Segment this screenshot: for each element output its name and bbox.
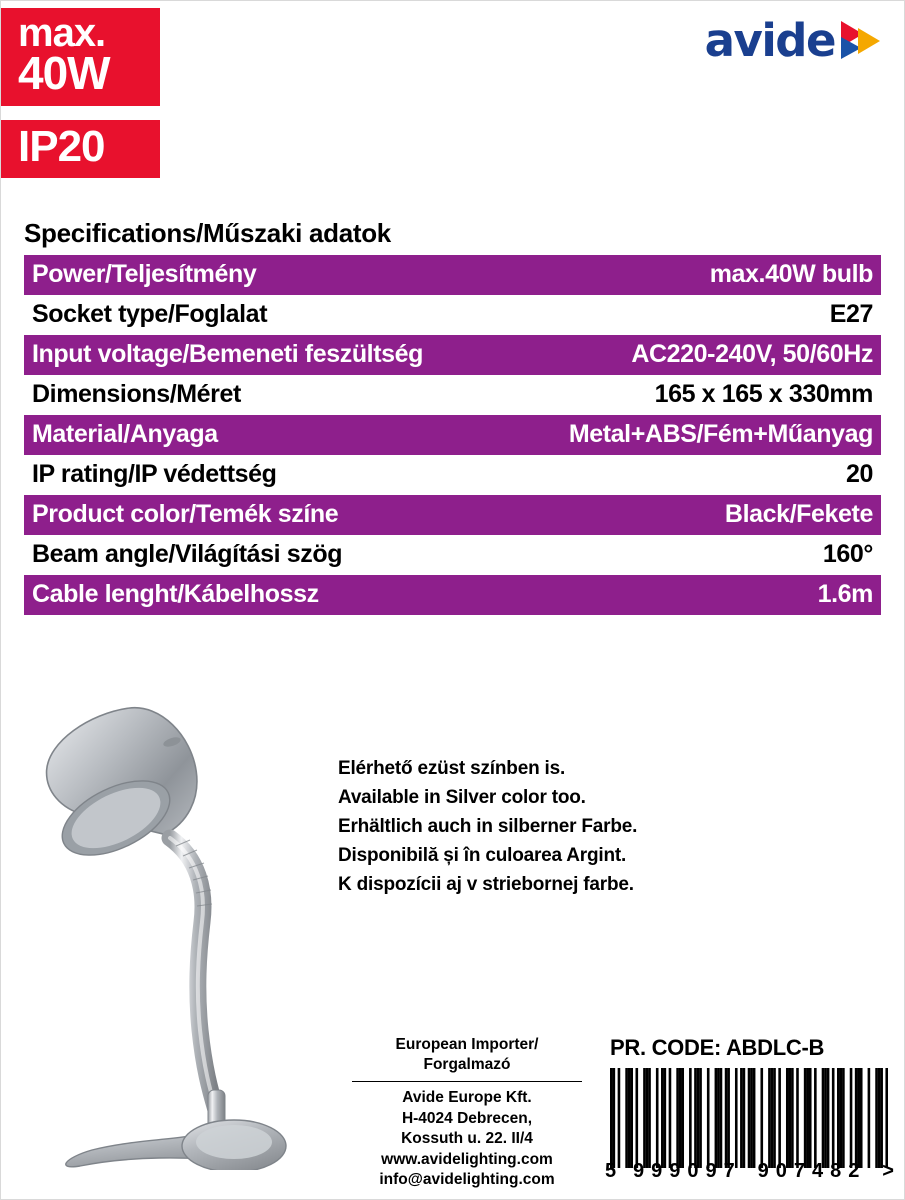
spec-row-key: Dimensions/Méret <box>24 375 453 415</box>
spec-row-key: Socket type/Foglalat <box>24 295 453 335</box>
spec-row-value: E27 <box>453 295 882 335</box>
importer-divider <box>352 1081 582 1082</box>
spec-row-value: Black/Fekete <box>453 495 882 535</box>
power-badge-line2: 40W <box>18 47 110 100</box>
color-note-line-ro: Disponibilă și în culoarea Argint. <box>338 844 627 866</box>
product-image <box>20 690 320 1170</box>
spec-row-value: 20 <box>453 455 882 495</box>
importer-city: H-4024 Debrecen, <box>401 1109 533 1127</box>
spec-row-key: Cable lenght/Kábelhossz <box>24 575 453 615</box>
importer-block <box>338 1035 596 1191</box>
color-note-line-de: Erhältlich auch in silberner Farbe. <box>338 815 638 837</box>
barcode <box>610 1068 888 1168</box>
barcode-digits-mid: 999097 <box>633 1160 742 1182</box>
ip-badge: IP20 <box>0 120 160 178</box>
color-availability-note <box>338 755 768 899</box>
spec-row-key: Product color/Temék színe <box>24 495 453 535</box>
specifications-section <box>24 218 881 615</box>
spec-row <box>24 535 881 575</box>
power-badge-line1: max. <box>18 11 106 56</box>
spec-row-value: 1.6m <box>453 575 882 615</box>
barcode-digits-right: 907482 <box>757 1160 867 1182</box>
spec-row-key: Input voltage/Bemeneti feszültség <box>24 335 453 375</box>
spec-row-key: Power/Teljesítmény <box>24 255 453 295</box>
badge-group <box>0 8 160 178</box>
barcode-digit-end: > <box>882 1160 895 1182</box>
spec-row <box>24 455 881 495</box>
spec-row-value: 160° <box>453 535 882 575</box>
importer-street: Kossuth u. 22. II/4 <box>401 1130 533 1148</box>
color-note-line-hu: Elérhető ezüst színben is. <box>338 758 566 779</box>
importer-heading-line2: Forgalmazó <box>423 1056 511 1074</box>
specifications-title: Specifications/Műszaki adatok <box>24 218 391 248</box>
spec-row <box>24 335 881 375</box>
power-badge <box>0 8 160 106</box>
importer-company: Avide Europe Kft. <box>402 1089 532 1107</box>
spec-row-key: Material/Anyaga <box>24 415 453 455</box>
avide-triangles-icon <box>841 21 883 61</box>
spec-row <box>24 575 881 615</box>
spec-row-value: AC220-240V, 50/60Hz <box>453 335 882 375</box>
spec-row <box>24 375 881 415</box>
brand-name: avide <box>704 14 835 67</box>
spec-row <box>24 415 881 455</box>
brand-logo <box>705 14 883 67</box>
spec-row-key: Beam angle/Világítási szög <box>24 535 453 575</box>
importer-website[interactable]: www.avidelighting.com <box>381 1150 553 1168</box>
importer-heading-line1: European Importer/ <box>395 1036 539 1053</box>
spec-row-value: 165 x 165 x 330mm <box>453 375 882 415</box>
barcode-digit-left: 5 <box>605 1160 618 1182</box>
barcode-digits <box>605 1160 895 1183</box>
color-note-line-en: Available in Silver color too. <box>338 786 586 808</box>
spec-row <box>24 495 881 535</box>
color-note-line-sk: K dispozícii aj v striebornej farbe. <box>338 873 634 895</box>
spec-row-value: max.40W bulb <box>453 255 882 295</box>
spec-row <box>24 295 881 335</box>
spec-row <box>24 255 881 295</box>
importer-email[interactable]: info@avidelighting.com <box>379 1171 555 1189</box>
product-code: PR. CODE: ABDLC-B <box>610 1035 825 1060</box>
spec-row-key: IP rating/IP védettség <box>24 455 453 495</box>
specifications-table <box>24 255 881 615</box>
spec-row-value: Metal+ABS/Fém+Műanyag <box>453 415 882 455</box>
